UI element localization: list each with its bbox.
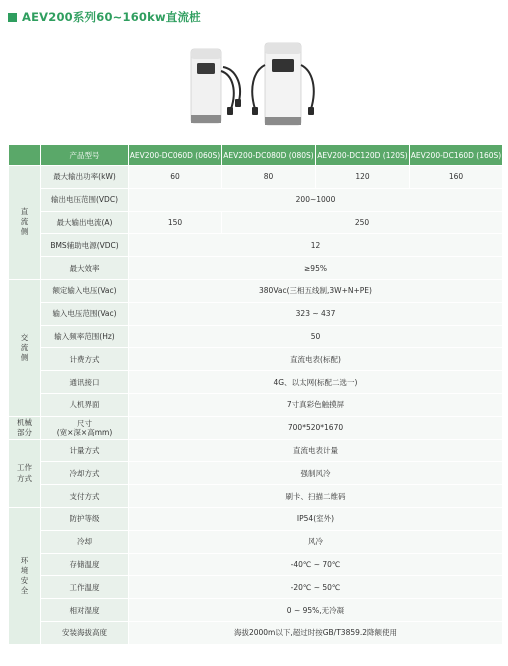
row-label: 计费方式	[41, 348, 129, 371]
charger-left	[191, 49, 241, 123]
row-label: 支付方式	[41, 485, 129, 508]
table-row	[9, 599, 503, 622]
row-value: -40℃ ~ 70℃	[129, 553, 503, 576]
table-row	[9, 279, 503, 302]
row-value: 7寸真彩色触摸屏	[129, 393, 503, 416]
header-model-2: AEV200-DC080D (080S)	[222, 145, 316, 166]
table-row	[9, 485, 503, 508]
table-row	[9, 166, 503, 189]
row-label: 额定输入电压(Vac)	[41, 279, 129, 302]
row-value: 0 ~ 95%,无冷凝	[129, 599, 503, 622]
header-model-4: AEV200-DC160D (160S)	[410, 145, 503, 166]
row-value: 150	[129, 211, 222, 234]
table-row	[9, 621, 503, 644]
table-row	[9, 211, 503, 234]
group-work: 工作方式	[9, 439, 41, 507]
row-value: 700*520*1670	[129, 416, 503, 439]
group-ac: 交流侧	[9, 279, 41, 416]
row-label: 工作温度	[41, 576, 129, 599]
row-value: 250	[222, 211, 503, 234]
row-label: 计量方式	[41, 439, 129, 462]
table-row	[9, 553, 503, 576]
group-mech: 机械部分	[9, 416, 41, 439]
header-model-3: AEV200-DC120D (120S)	[316, 145, 410, 166]
row-label: 通讯接口	[41, 371, 129, 394]
table-row	[9, 234, 503, 257]
row-label: 最大输出功率(kW)	[41, 166, 129, 189]
spec-table	[8, 144, 503, 645]
row-label: 最大效率	[41, 257, 129, 280]
table-row	[9, 188, 503, 211]
table-row	[9, 348, 503, 371]
row-value: 直流电表计量	[129, 439, 503, 462]
table-row	[9, 393, 503, 416]
row-label: 输入频率范围(Hz)	[41, 325, 129, 348]
charger-right	[252, 43, 314, 125]
row-label: 输入电压范围(Vac)	[41, 302, 129, 325]
row-value: ≥95%	[129, 257, 503, 280]
row-label: 冷却	[41, 530, 129, 553]
table-row	[9, 530, 503, 553]
product-image	[185, 35, 325, 137]
row-value: 刷卡、扫描二维码	[129, 485, 503, 508]
table-row	[9, 302, 503, 325]
page-title-row	[8, 8, 201, 26]
row-value: 323 ~ 437	[129, 302, 503, 325]
row-value: 直流电表(标配)	[129, 348, 503, 371]
row-label: 输出电压范围(VDC)	[41, 188, 129, 211]
row-value: IP54(室外)	[129, 507, 503, 530]
title-square-icon	[8, 13, 17, 22]
row-value: -20℃ ~ 50℃	[129, 576, 503, 599]
table-header-row	[9, 145, 503, 166]
table-row	[9, 325, 503, 348]
row-label: 防护等级	[41, 507, 129, 530]
row-label: 安装海拔高度	[41, 621, 129, 644]
row-value: 4G、以太网(标配二选一)	[129, 371, 503, 394]
row-value: 60	[129, 166, 222, 189]
row-label: 人机界面	[41, 393, 129, 416]
row-label: 最大输出电流(A)	[41, 211, 129, 234]
row-value: 12	[129, 234, 503, 257]
header-blank	[9, 145, 41, 166]
table-row	[9, 462, 503, 485]
table-row	[9, 507, 503, 530]
row-value: 强制风冷	[129, 462, 503, 485]
row-value: 80	[222, 166, 316, 189]
row-label: 存储温度	[41, 553, 129, 576]
row-value: 200~1000	[129, 188, 503, 211]
row-value: 风冷	[129, 530, 503, 553]
header-model-label: 产品型号	[41, 145, 129, 166]
table-row	[9, 439, 503, 462]
row-label: BMS辅助电源(VDC)	[41, 234, 129, 257]
row-label: 冷却方式	[41, 462, 129, 485]
row-value: 海拔2000m以下,超过时按GB/T3859.2降额使用	[129, 621, 503, 644]
group-env: 环境安全	[9, 507, 41, 644]
row-label: 相对湿度	[41, 599, 129, 622]
page-title: AEV200系列60~160kw直流桩	[22, 10, 201, 24]
row-value: 50	[129, 325, 503, 348]
table-row	[9, 257, 503, 280]
group-dc: 直流侧	[9, 166, 41, 280]
row-value: 380Vac(三相五线制,3W+N+PE)	[129, 279, 503, 302]
header-model-1: AEV200-DC060D (060S)	[129, 145, 222, 166]
table-row	[9, 371, 503, 394]
row-value: 120	[316, 166, 410, 189]
table-row	[9, 576, 503, 599]
table-row	[9, 416, 503, 439]
row-value: 160	[410, 166, 503, 189]
row-label: 尺寸 (宽×深×高mm)	[41, 416, 129, 439]
